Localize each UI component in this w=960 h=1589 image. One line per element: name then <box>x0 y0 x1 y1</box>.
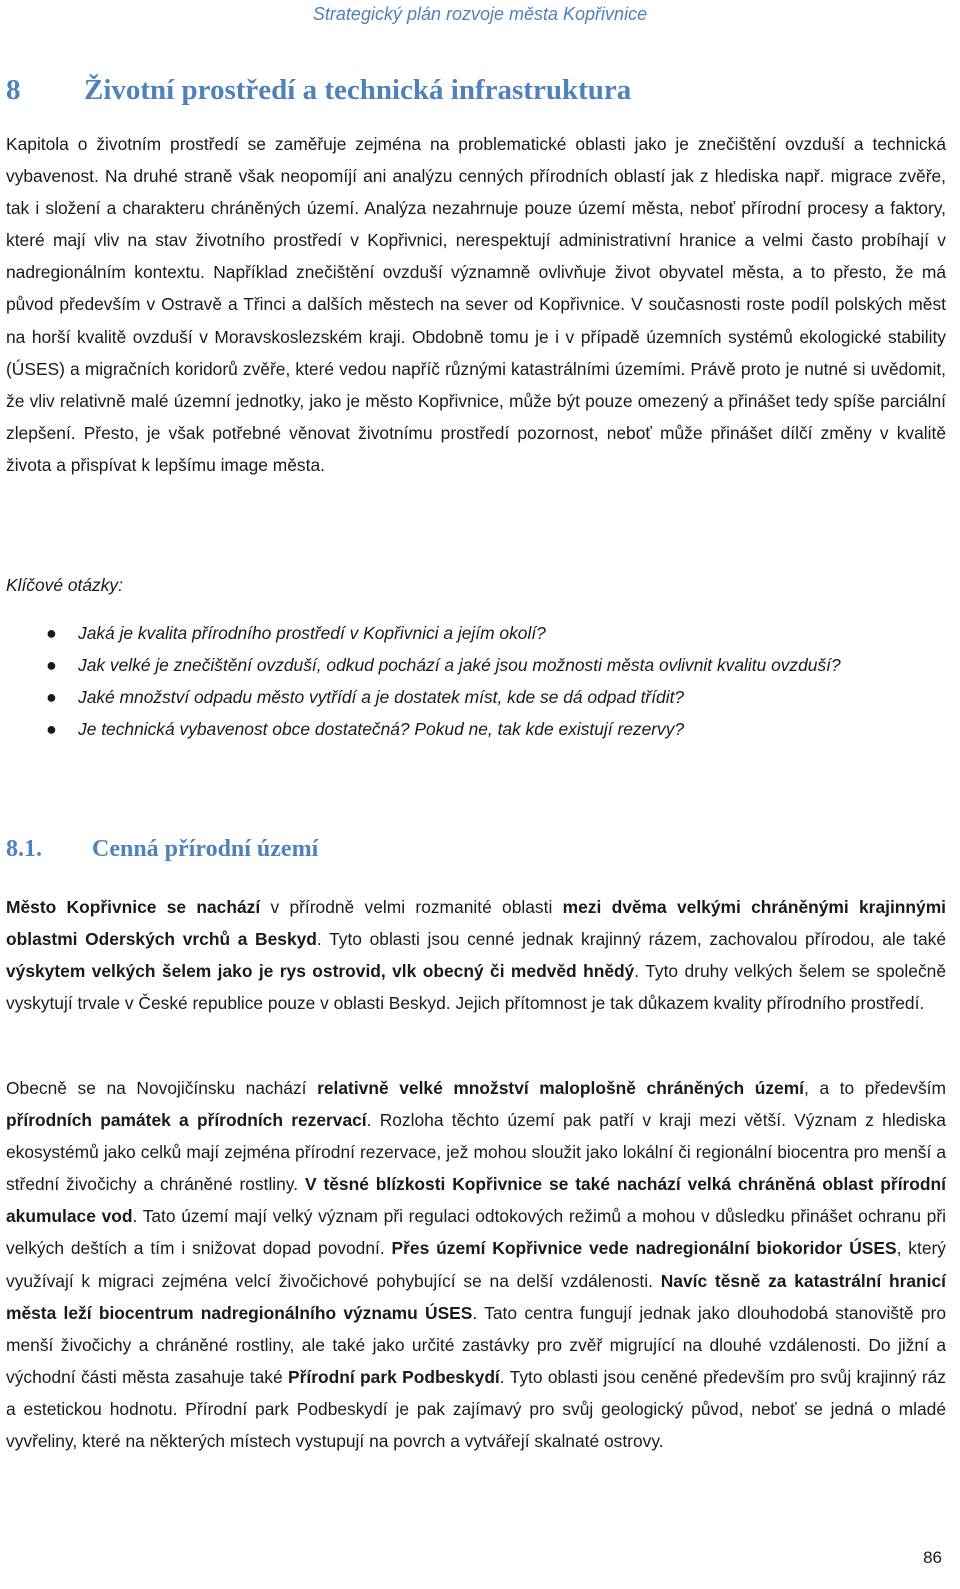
bold-span: Navíc těsně za katastrální hranicí města leží biocentrum nadregionálního významu ÚSES <box>6 1270 947 1323</box>
list-item: ● Jaké množství odpadu město vytřídí a je dostatek míst, kde se dá odpad třídit? <box>6 681 946 713</box>
list-item: ● Je technická vybavenost obce dostatečná? Pokud ne, tak kde existují rezervy? <box>6 713 946 745</box>
key-questions-list <box>6 617 946 745</box>
bold-span: relativně velké množství maloplošně chráněných území <box>317 1078 805 1098</box>
key-questions-label: Klíčové otázky: <box>6 575 123 595</box>
section-title: Cenná přírodní území <box>92 836 319 862</box>
bullet-icon: ● <box>46 623 57 643</box>
paragraph-protected-areas: Obecně se na Novojičínsku nachází relativně velké množství maloplošně chráněných území, a to především přírodních památek a přírodních rezervací. Rozloha těchto území pak patří v kraji mezi větší. Význam z hlediska ekosystémů jako celků mají zejména přírodní rezervace, jež mohou sloužit jako lokální či regionální biocentra pro menší a střední živočichy a chráněné rostliny. V těsné blízkosti Kopřivnice se také nachází velká chráněná oblast přírodní akumulace vod. Tato území mají velký význam při regulaci odtokových režimů a mohou v důsledku přinášet ochranu při velkých deštích a tím i snižovat dopad povodní. Přes území Kopřivnice vede nadregionální biokoridor ÚSES, který využívají k migraci zejména velcí živočichové pohybující se na delší vzdálenosti. Navíc těsně za katastrální hranicí města leží biocentrum nadregionálního významu ÚSES. Tato centra fungují jednak jako dlouhodobá stanoviště pro menší živočichy a chráněné rostliny, ale také jako určité zastávky pro zvěř migrující na dlouhé vzdálenosti. Do jižní a východní části města zasahuje také Přírodní park Podbeskydí. Tyto oblasti jsou ceněné především pro svůj krajinný ráz a estetickou hodnotu. Přírodní park Podbeskydí je pak zajímavý pro svůj geologický původ, neboť se jedná o mladé vyvřeliny, které na některých místech vystupují na povrch a vytvářejí skalnaté ostrovy. <box>6 1078 947 1452</box>
bullet-icon: ● <box>46 687 57 708</box>
section-number: 8.1. <box>6 836 42 862</box>
intro-paragraph: Kapitola o životním prostředí se zaměřuje zejména na problematické oblasti jako je znečištění ovzduší a technická vybavenost. Na druhé straně však neopomíjí ani analýzu cenných přírodních oblastí jak z hlediska např. migrace zvěře, tak i složení a charakteru chráněných území. Analýza nezahrnuje pouze území města, neboť přírodní procesy a faktory, které mají vliv na stav životního prostředí v Kopřivnici, nerespektují administrativní hranice a velmi často probíhají v nadregionálním kontextu. Například znečištění ovzduší významně ovlivňuje život obyvatel města, a to přesto, že má původ především v Ostravě a Třinci a dalších městech na sever od Kopřivnice. V současnosti roste podíl polských měst na horší kvalitě ovzduší v Moravskoslezském kraji. Obdobně tomu je i v případě územních systémů ekologické stability (ÚSES) a migračních koridorů zvěře, které vedou napříč různými katastrálními územími. Právě proto je nutné si uvědomit, že vliv relativně malé územní jednotky, jako je město Kopřivnice, může být pouze omezený a přinášet tedy spíše parciální zlepšení. Přesto, je však potřebné věnovat životnímu prostředí pozornost, neboť může přinášet dílčí změny v kvalitě života a přispívat k lepšímu image města. <box>6 134 946 475</box>
paragraph-natural-area: Město Kopřivnice se nachází v přírodně velmi rozmanité oblasti mezi dvěma velkými chráněnými krajinnými oblastmi Oderských vrchů a Beskyd. Tyto oblasti jsou cenné jednak krajinný rázem, zachovalou přírodou, ale také výskytem velkých šelem jako je rys ostrovid, vlk obecný či medvěd hnědý. Tyto druhy velkých šelem se společně vyskytují trvale v České republice pouze v oblasti Beskyd. Jejich přítomnost je tak důkazem kvality přírodního prostředí. <box>6 897 947 1014</box>
bold-span: Město Kopřivnice se nachází <box>6 897 261 917</box>
page-number: 86 <box>923 1548 942 1567</box>
bold-span: Přírodní park Podbeskydí <box>288 1366 500 1387</box>
bold-span: výskytem velkých šelem jako je rys ostrovid, vlk obecný či medvěd hnědý <box>6 961 635 982</box>
bullet-icon: ● <box>46 655 57 676</box>
bold-span: V těsné blízkosti Kopřivnice se také nachází velká chráněná oblast přírodní akumulace vod <box>6 1174 946 1227</box>
bold-span: mezi dvěma velkými chráněnými krajinnými oblastmi Oderských vrchů a Beskyd <box>6 897 947 950</box>
bold-span: přírodních památek a přírodních rezervací <box>6 1110 367 1131</box>
chapter-number: 8 <box>6 74 21 106</box>
list-item: ● Jak velké je znečištění ovzduší, odkud pochází a jaké jsou možnosti města ovlivnit kvalitu ovzduší? <box>6 649 946 681</box>
running-header: Strategický plán rozvoje města Kopřivnice <box>312 4 648 24</box>
bullet-icon: ● <box>46 719 57 740</box>
bold-span: Přes území Kopřivnice vede nadregionální biokoridor ÚSES <box>391 1238 897 1259</box>
list-item: ● Jaká je kvalita přírodního prostředí v Kopřivnici a jejím okolí? <box>6 617 946 649</box>
chapter-title: Životní prostředí a technická infrastruktura <box>84 74 632 106</box>
section-heading <box>6 836 946 863</box>
chapter-heading <box>6 74 946 107</box>
